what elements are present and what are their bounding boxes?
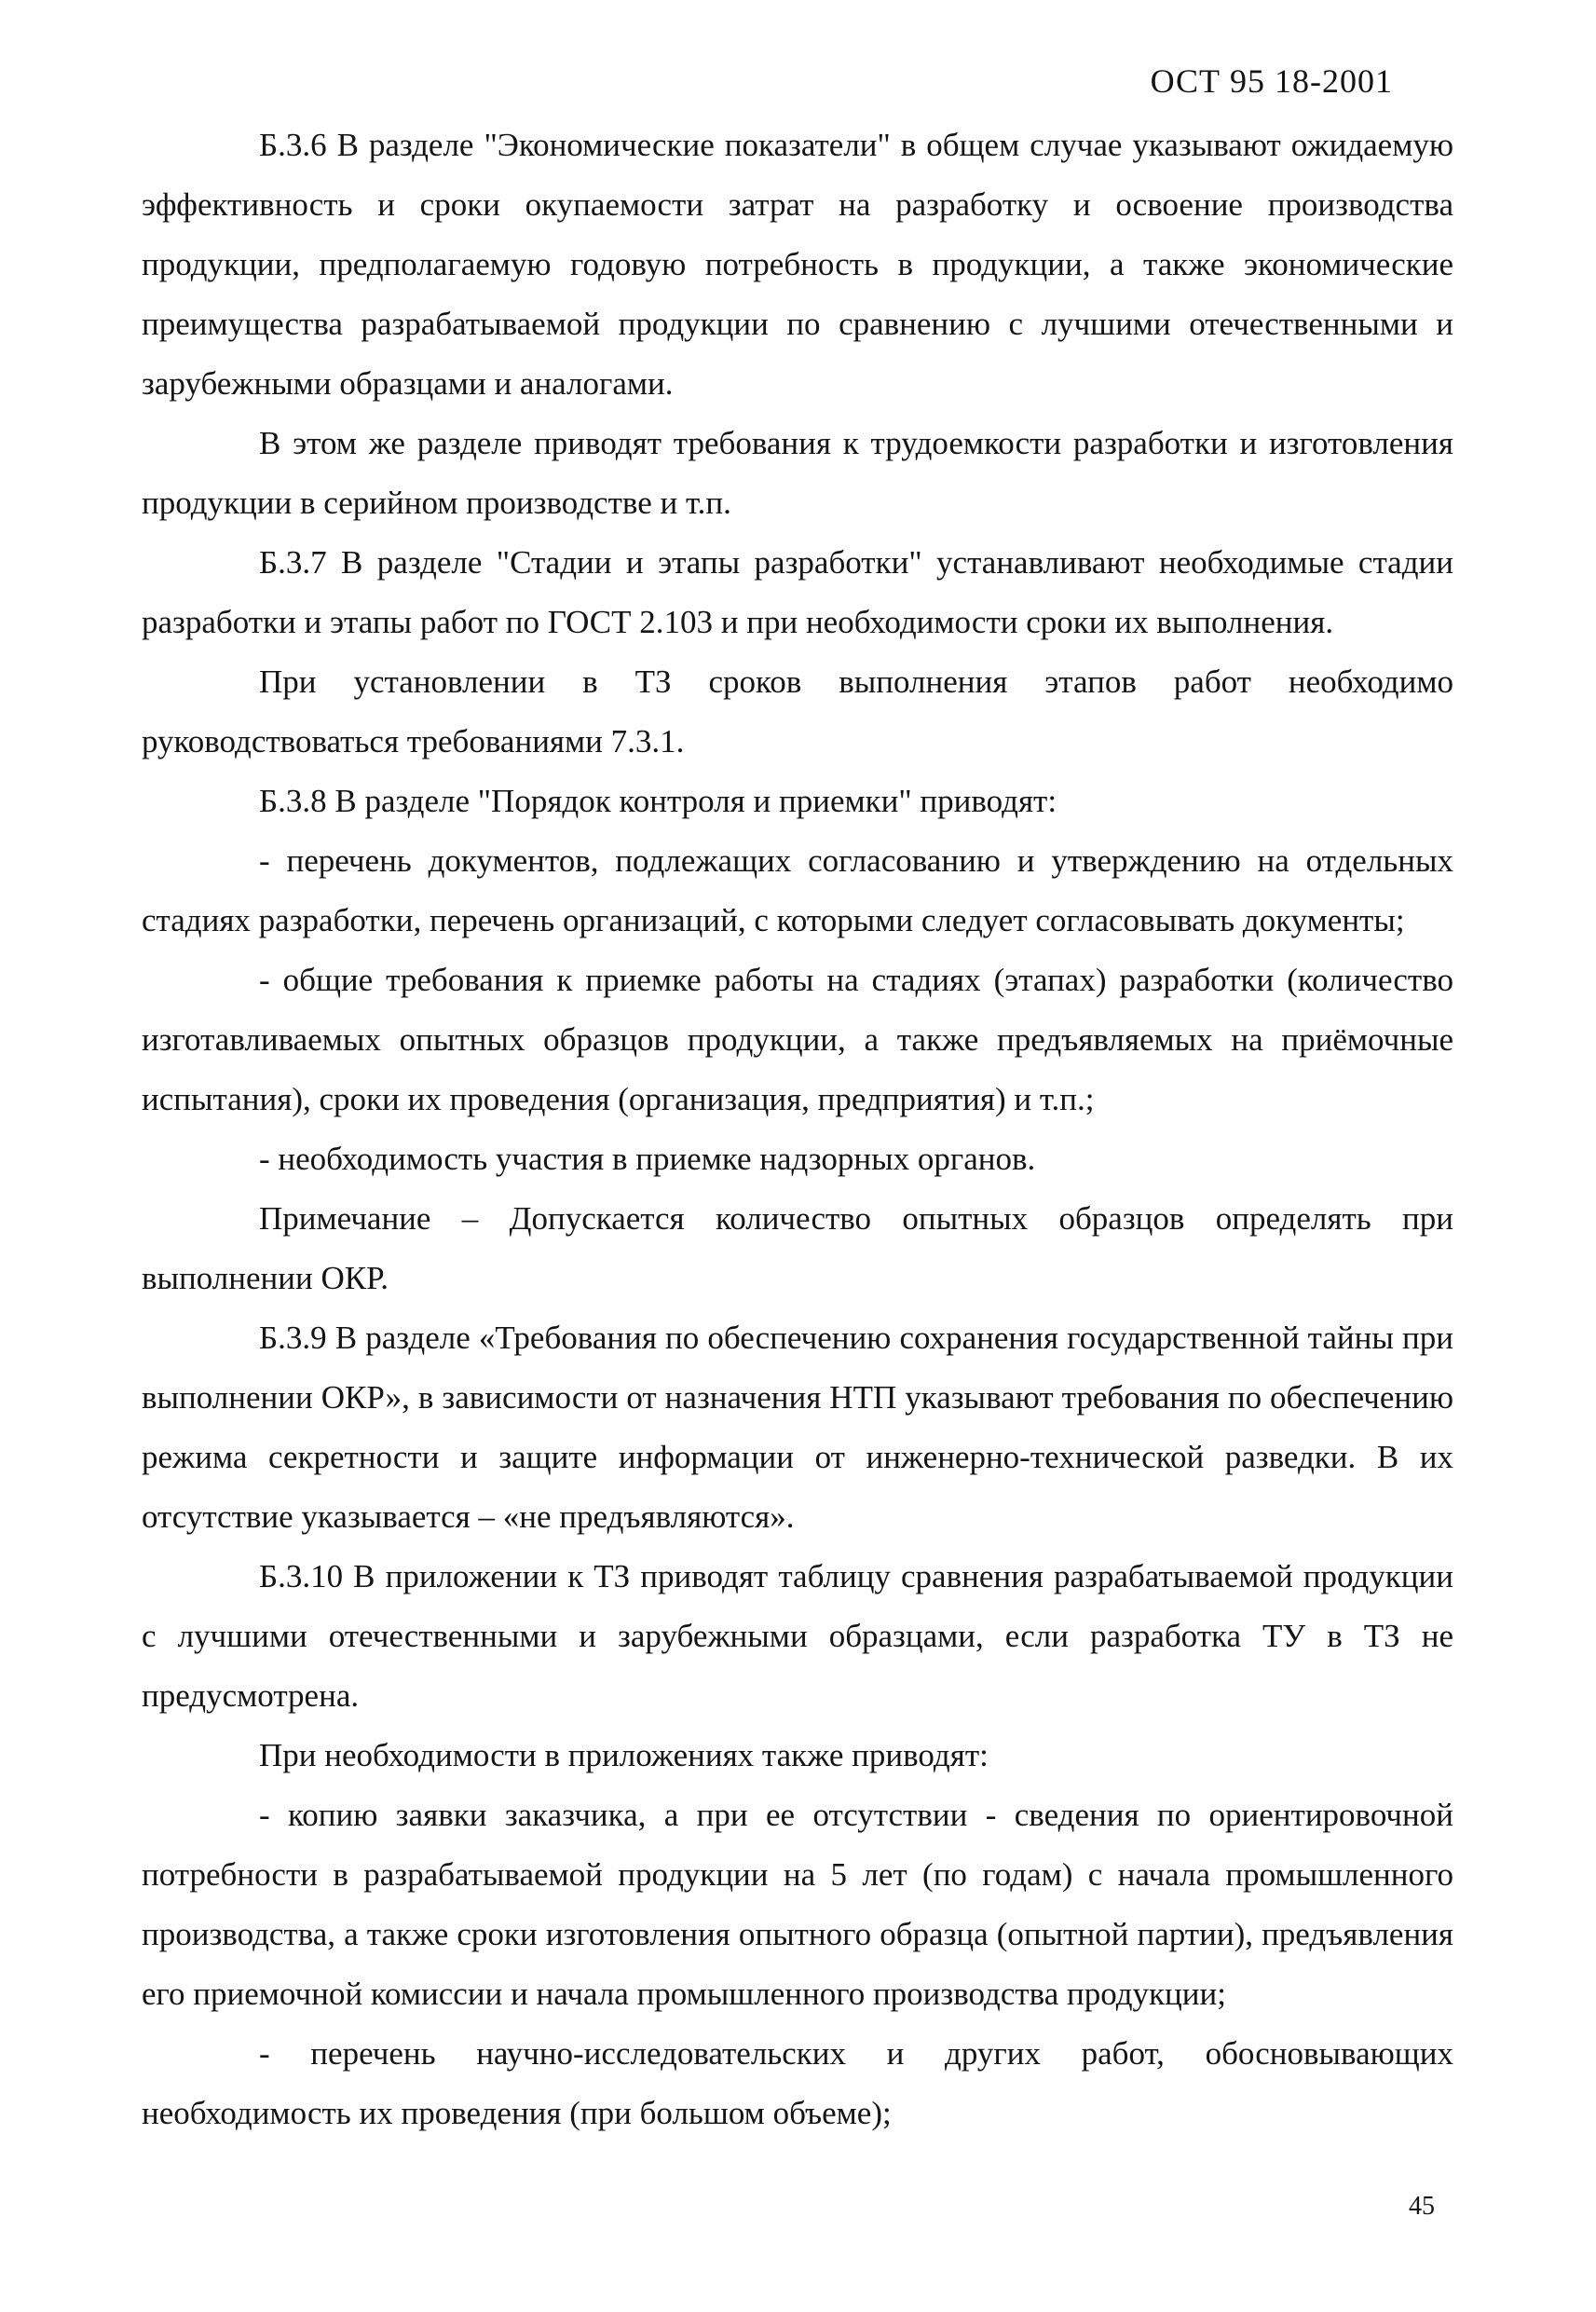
paragraph-b-3-8: Б.3.8 В разделе "Порядок контроля и приемки" приводят: [259, 783, 1057, 819]
page-number: 45 [1409, 2192, 1435, 2221]
paragraph-appendices: При необходимости в приложениях также приводят: [259, 1737, 989, 1773]
paragraph-b-3-9: Б.3.9 В разделе «Требования по обеспечению сохранения государственной тайны при выполнении ОКР», в зависимости от назначения НТП указывают требования по обеспечению режима секретности и защите информации от инженерно-технической разведки. В их отсутствие указывается – «не предъявляются». [142, 1320, 1453, 1535]
paragraph-deadlines: При установлении в ТЗ сроков выполнения этапов работ необходимо руководствоваться требованиями 7.3.1. [142, 664, 1453, 759]
document-body [142, 116, 1453, 2143]
list-item-customer-request: - копию заявки заказчика, а при ее отсутствии - сведения по ориентировочной потребности в разрабатываемой продукции на 5 лет (по годам) с начала промышленного производства, а также сроки изготовления опытного образца (опытной партии), предъявления его приемочной комиссии и начала промышленного производства продукции; [142, 1797, 1453, 2012]
list-item-documents: - перечень документов, подлежащих согласованию и утверждению на отдельных стадиях разработки, перечень организаций, с которыми следует согласовывать документы; [142, 842, 1453, 938]
paragraph-b-3-7: Б.3.7 В разделе "Стадии и этапы разработки" устанавливают необходимые стадии разработки и этапы работ по ГОСТ 2.103 и при необходимости сроки их выполнения. [142, 544, 1453, 640]
list-item-research-works: - перечень научно-исследовательских и других работ, обосновывающих необходимость их проведения (при большом объеме); [142, 2035, 1453, 2131]
document-code-header: ОСТ 95 18-2001 [1150, 62, 1393, 100]
list-item-acceptance: - общие требования к приемке работы на стадиях (этапах) разработки (количество изготавливаемых опытных образцов продукции, а также предъявляемых на приёмочные испытания), сроки их проведения (организация, предприятия) и т.п.; [142, 962, 1453, 1117]
paragraph-labor-intensity: В этом же разделе приводят требования к трудоемкости разработки и изготовления продукции в серийном производстве и т.п. [142, 425, 1453, 521]
list-item-supervisory: - необходимость участия в приемке надзорных органов. [259, 1141, 1036, 1177]
paragraph-b-3-10: Б.3.10 В приложении к ТЗ приводят таблицу сравнения разрабатываемой продукции с лучшими отечественными и зарубежными образцами, если разработка ТУ в ТЗ не предусмотрена. [142, 1558, 1453, 1714]
note-paragraph: Примечание – Допускается количество опытных образцов определять при выполнении ОКР. [142, 1200, 1453, 1296]
paragraph-b-3-6: Б.3.6 В разделе "Экономические показатели" в общем случае указывают ожидаемую эффективность и сроки окупаемости затрат на разработку и освоение производства продукции, предполагаемую годовую потребность в продукции, а также экономические преимущества разрабатываемой продукции по сравнению с лучшими отечественными и зарубежными образцами и аналогами. [142, 127, 1453, 402]
